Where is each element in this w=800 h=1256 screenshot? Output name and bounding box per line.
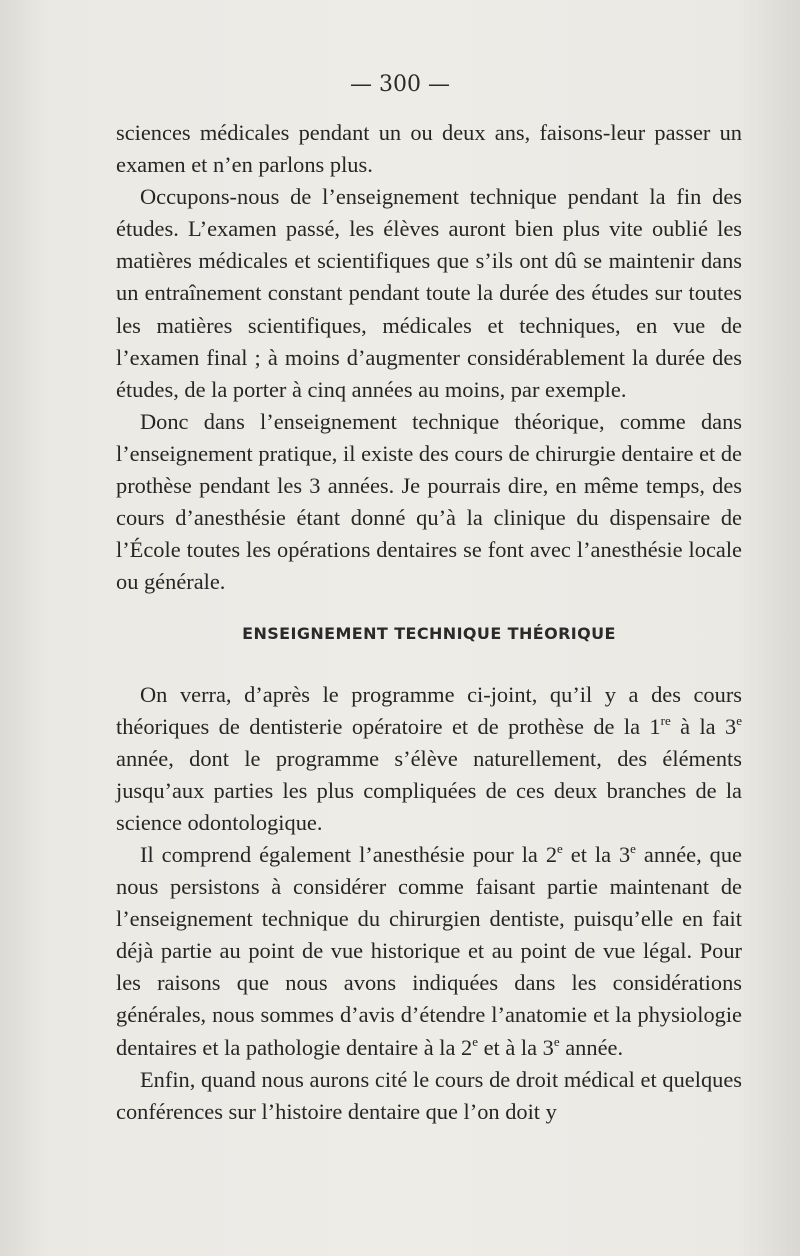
paragraph-4 [116, 679, 742, 839]
superscript-e: e [557, 840, 563, 856]
paragraph-4-part-a: On verra, d’après le programme ci-joint, qu’il y a des cours théoriques de dentisterie opératoire et de prothèse de la 1 [116, 681, 742, 739]
paragraph-1: sciences médicales pendant un ou deux ans, faisons-leur passer un examen et n’en parlons plus. [116, 120, 742, 178]
superscript-re: re [660, 712, 671, 728]
superscript-e: e [553, 1033, 560, 1049]
superscript-e: e [472, 1033, 479, 1049]
section-heading: ENSEIGNEMENT TECHNIQUE THÉORIQUE [242, 624, 616, 644]
paragraph-5-part-e: année. [559, 1034, 624, 1060]
paragraph-4-part-c: année, dont le programme s’élève naturellement, des éléments jusqu’aux parties les plus compliquées de ces deux branches de la science odontologique. [116, 745, 742, 835]
superscript-e: e [630, 840, 636, 856]
paragraph-5-part-c: année, que nous persistons à considérer comme faisant partie maintenant de l’enseignement technique du chirurgien dentiste, puisqu’elle en fait déjà partie au point de vue historique et au point de vue légal. Pour les raisons que nous avons indiquées dans les considérations générales, nous sommes d’avis d’étendre l’anatomie et la physiologie dentaires et la pathologie dentaire à la 2 [116, 841, 742, 1060]
paragraph-3: Donc dans l’enseignement technique théorique, comme dans l’enseignement pratique, il existe des cours de chirurgie dentaire et de prothèse pendant les 3 années. Je pourrais dire, en même temps, des cours d’anesthésie étant donné qu’à la clinique du dispensaire de l’École toutes les opérations dentaires se font avec l’anesthésie locale ou générale. [116, 408, 742, 595]
paragraph-6: Enfin, quand nous aurons cité le cours de droit médical et quelques conférences sur l’histoire dentaire que l’on doit y [116, 1066, 742, 1124]
paragraph-5-part-a: Il comprend également l’anesthésie pour la 2 [140, 841, 558, 867]
page-number: — 300 — [350, 72, 450, 97]
paragraph-5-part-d: et à la 3 [478, 1034, 554, 1060]
superscript-e: e [736, 712, 742, 728]
paragraph-4-part-b: à la 3 [670, 713, 737, 739]
body-text [116, 117, 742, 1128]
paragraph-5 [116, 839, 742, 1064]
paragraph-2: Occupons-nous de l’enseignement technique pendant la fin des études. L’examen passé, les élèves auront bien plus vite oublié les matières médicales et scientifiques que s’ils ont dû se maintenir dans un entraînement constant pendant toute la durée des études sur toutes les matières scientifiques, médicales et techniques, en vue de l’examen final ; à moins d’augmenter considérablement la durée des études, de la porter à cinq années au moins, par exemple. [116, 184, 742, 402]
paragraph-5-part-b: et la 3 [562, 841, 631, 867]
